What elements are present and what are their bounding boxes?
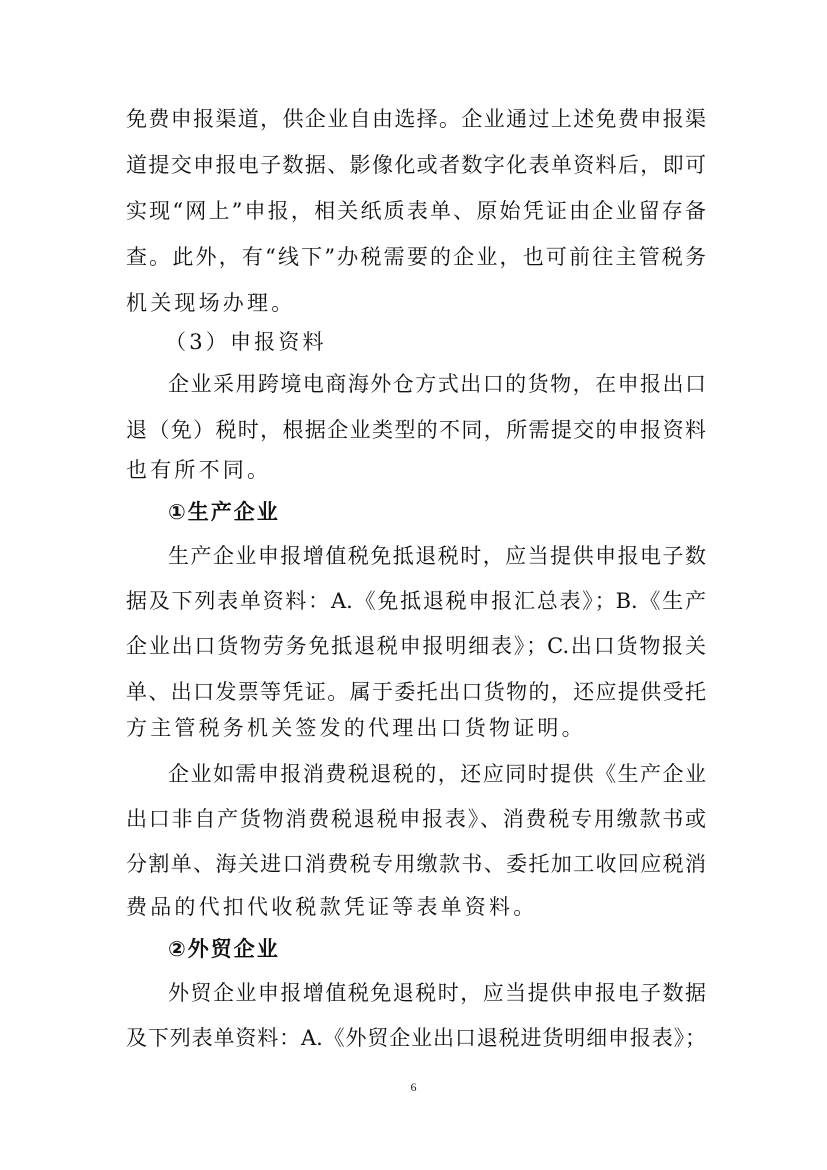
paragraph-line: 及下列表单资料：A.《外贸企业出口退税进货明细申报表》； <box>126 1026 706 1050</box>
paragraph-line: 单、出口发票等凭证。属于委托出口货物的，还应提供受托 <box>126 680 706 704</box>
subsection-heading: ①生产企业 <box>168 500 280 524</box>
paragraph-line: 实现“网上”申报，相关纸质表单、原始凭证由企业留存备 <box>126 199 706 223</box>
paragraph-line: 企业采用跨境电商海外仓方式出口的货物，在申报出口 <box>168 372 706 396</box>
section-heading: （3）申报资料 <box>165 330 327 354</box>
page-number: 6 <box>410 1080 417 1094</box>
paragraph-line: 费品的代扣代收税款凭证等表单资料。 <box>126 895 538 919</box>
paragraph-line: 机关现场办理。 <box>126 291 296 315</box>
paragraph-line: 据及下列表单资料：A.《免抵退税申报汇总表》；B.《生产 <box>126 589 706 613</box>
paragraph-line: 也有所不同。 <box>126 458 272 482</box>
paragraph-line: 外贸企业申报增值税免退税时，应当提供申报电子数据 <box>168 981 706 1005</box>
subsection-heading: ②外贸企业 <box>168 937 280 961</box>
paragraph-line: 退（免）税时，根据企业类型的不同，所需提交的申报资料 <box>126 418 706 442</box>
paragraph-line: 分割单、海关进口消费税专用缴款书、委托加工收回应税消 <box>126 852 706 876</box>
paragraph-line: 免费申报渠道，供企业自由选择。企业通过上述免费申报渠 <box>126 107 706 131</box>
paragraph-line: 企业如需申报消费税退税的，还应同时提供《生产企业 <box>168 762 706 786</box>
paragraph-line: 企业出口货物劳务免抵退税申报明细表》；C.出口货物报关 <box>126 634 706 658</box>
paragraph-line: 道提交申报电子数据、影像化或者数字化表单资料后，即可 <box>126 153 706 177</box>
paragraph-line: 查。此外，有“线下”办税需要的企业，也可前往主管税务 <box>126 245 706 269</box>
paragraph-line: 生产企业申报增值税免抵退税时，应当提供申报电子数 <box>168 544 706 568</box>
paragraph-line: 出口非自产货物消费税退税申报表》、消费税专用缴款书或 <box>126 807 706 831</box>
paragraph-line: 方主管税务机关签发的代理出口货物证明。 <box>126 716 586 740</box>
